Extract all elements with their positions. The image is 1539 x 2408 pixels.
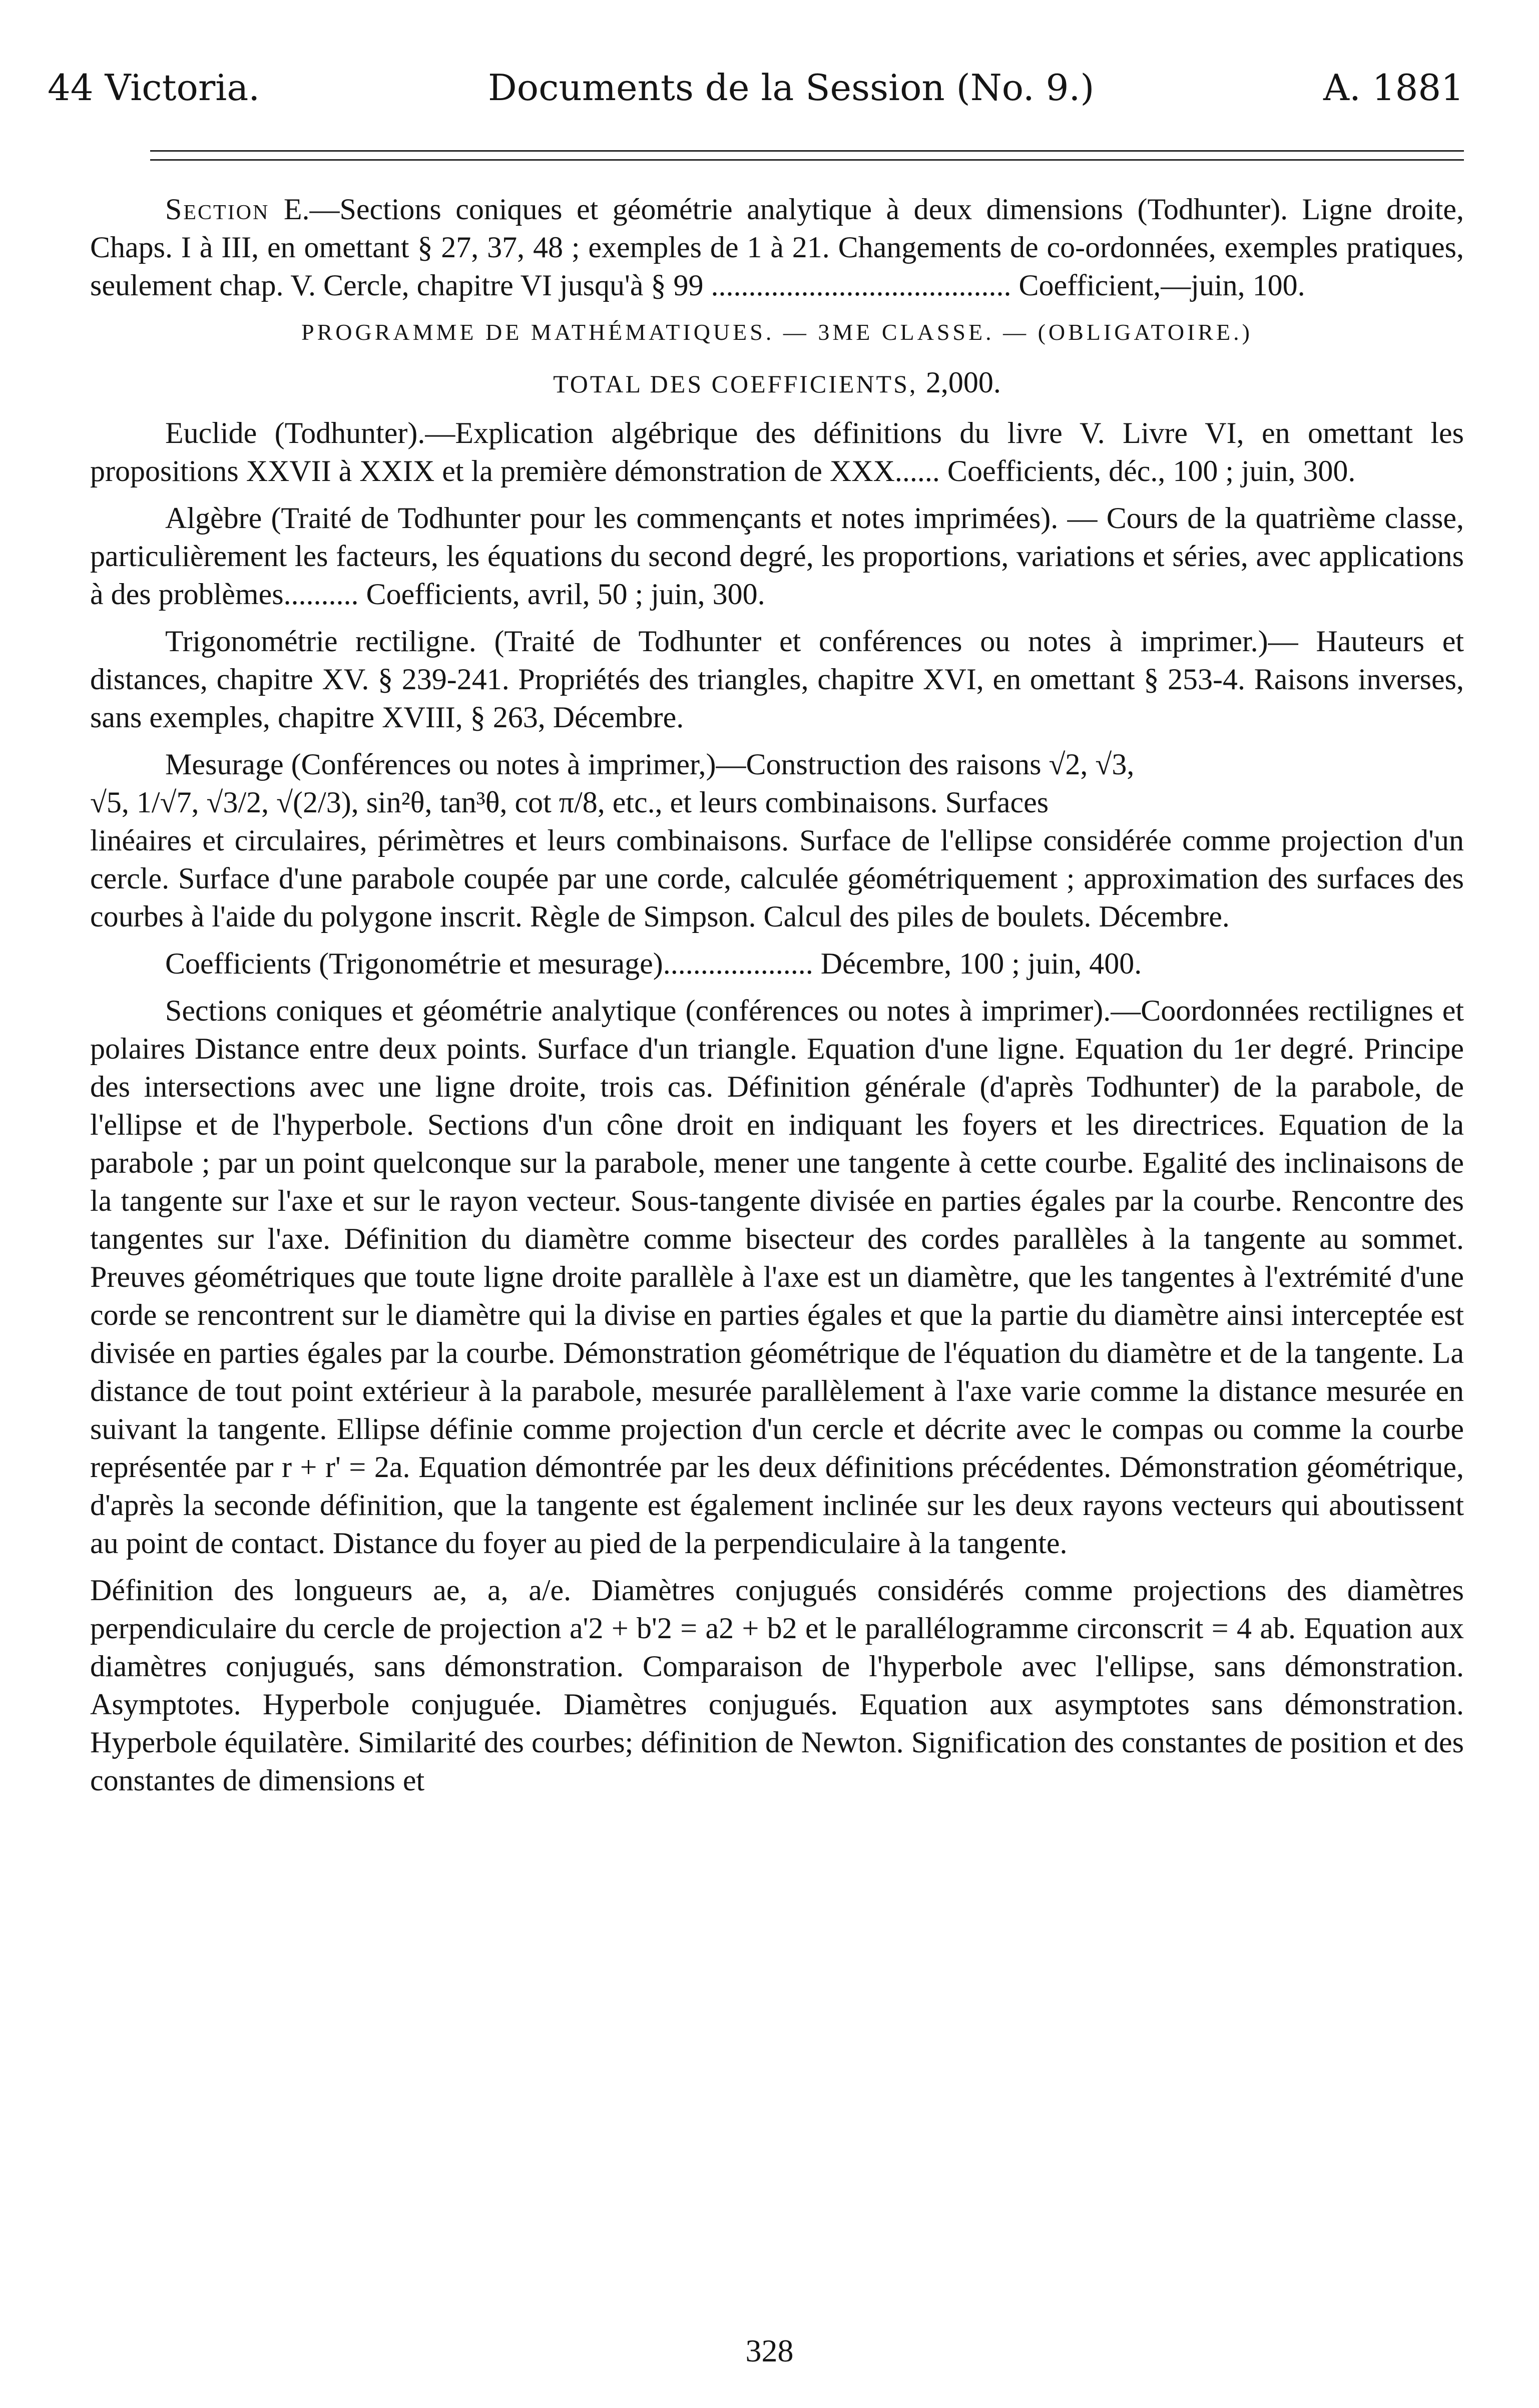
coefficients-line: Coefficients (Trigonométrie et mesurage).................... Décembre, 100 ; juin, 400. <box>165 947 1142 980</box>
section-label: Section <box>165 193 270 226</box>
header-title: Documents de la Session (No. 9.) <box>488 67 1095 109</box>
programme-heading: PROGRAMME DE MATHÉMATIQUES. — 3ME CLASSE. — (OBLIGATOIRE.) <box>301 319 1253 345</box>
page-number: 328 <box>745 2333 794 2368</box>
document-body <box>90 190 1464 1808</box>
header-series: A. 1881 <box>1323 67 1464 109</box>
algebre-paragraph: Algèbre (Traité de Todhunter pour les commençants et notes imprimées). — Cours de la quatrième classe, particulièrement les facteurs, les équations du second degré, les proportions, variations et séries, avec applications à des problèmes.......... Coefficients, avril, 50 ; juin, 300. <box>90 502 1464 611</box>
total-coefficients <box>90 363 1464 403</box>
euclide-paragraph: Euclide (Todhunter).—Explication algébrique des définitions du livre V. Livre VI, en omettant les propositions XXVII à XXIX et la première démonstration de XXX...... Coefficients, déc., 100 ; juin, 300. <box>90 416 1464 488</box>
total-label: TOTAL DES COEFFICIENTS, <box>553 370 918 398</box>
mesurage-paragraph: linéaires et circulaires, périmètres et leurs combinaisons. Surface de l'ellipse considérée comme projection d'un cercle. Surface d'une parabole coupée par une corde, calculée géométriquement ; approximation des surfaces des courbes à l'aide du polygone inscrit. Règle de Simpson. Calcul des piles de boulets. Décembre. <box>90 824 1464 933</box>
section-e-paragraph <box>90 190 1464 304</box>
header-rule <box>150 150 1464 152</box>
mesurage-formula-line: √5, 1/√7, √3/2, √(2/3), sin²θ, tan³θ, cot π/8, etc., et leurs combinaisons. Surfaces <box>90 786 1049 819</box>
trigonometrie-paragraph: Trigonométrie rectiligne. (Traité de Todhunter et conférences ou notes à imprimer.)— Hauteurs et distances, chapitre XV. § 239-241. Propriétés des triangles, chapitre XVI, en omettant § 253-4. Raisons inverses, sans exemples, chapitre XVIII, § 263, Décembre. <box>90 625 1464 734</box>
header-session-year: 44 Victoria. <box>48 67 260 109</box>
total-value: 2,000. <box>925 366 1001 399</box>
section-e-text: E.—Sections coniques et géométrie analytique à deux dimensions (Todhunter). Ligne droite, Chaps. I à III, en omettant § 27, 37, 48 ; exemples de 1 à 21. Changements de co-ordonnées, exemples pratiques, seulement chap. V. Cercle, chapitre VI jusqu'à § 99 ........................................ Coefficient,—juin, 100. <box>90 193 1464 302</box>
header-rule-double <box>150 159 1464 161</box>
sections-coniques-paragraph: Sections coniques et géométrie analytique (conférences ou notes à imprimer).—Coordonnées rectilignes et polaires Distance entre deux points. Surface d'un triangle. Equation d'une ligne. Equation du 1er degré. Principe des intersections avec une ligne droite, trois cas. Définition générale (d'après Todhunter) de la parabole, de l'ellipse et de l'hyperbole. Sections d'un cône droit en indiquant les foyers et les directrices. Equation de la parabole ; par un point quelconque sur la parabole, mener une tangente à cette courbe. Egalité des inclinaisons de la tangente sur l'axe et sur le rayon vecteur. Sous-tangente divisée en parties égales par la courbe. Rencontre des tangentes sur l'axe. Définition du diamètre comme bisecteur des cordes parallèles à la tangente au sommet. Preuves géométriques que toute ligne droite parallèle à l'axe est un diamètre, que les tangentes à l'extrémité d'une corde se rencontrent sur le diamètre qui la divise en parties égales et que la partie du diamètre ainsi interceptée est divisée en parties égales par la courbe. Démonstration géométrique de l'équation du diamètre et de la tangente. La distance de tout point extérieur à la parabole, mesurée parallèlement à l'axe varie comme la distance mesurée en suivant la tangente. Ellipse définie comme projection d'un cercle et décrite avec le compas ou comme la courbe représentée par r + r' = 2a. Equation démontrée par les deux définitions précédentes. Démonstration géométrique, d'après la seconde définition, que la tangente est également inclinée sur les deux rayons vecteurs qui aboutissent au point de contact. Distance du foyer au pied de la perpendiculaire à la tangente. <box>90 994 1464 1560</box>
running-header <box>48 60 1464 115</box>
definition-paragraph: Définition des longueurs ae, a, a/e. Diamètres conjugués considérés comme projections des diamètres perpendiculaire du cercle de projection a'2 + b'2 = a2 + b2 et le parallélogramme circonscrit = 4 ab. Equation aux diamètres conjugués, sans démonstration. Comparaison de l'hyperbole avec l'ellipse, sans démonstration. Asymptotes. Hyperbole conjuguée. Diamètres conjugués. Equation aux asymptotes sans démonstration. Hyperbole équilatère. Similarité des courbes; définition de Newton. Signification des constantes de position et des constantes de dimensions et <box>90 1574 1464 1797</box>
mesurage-intro: Mesurage (Conférences ou notes à imprimer,)—Construction des raisons √2, √3, <box>165 748 1135 781</box>
